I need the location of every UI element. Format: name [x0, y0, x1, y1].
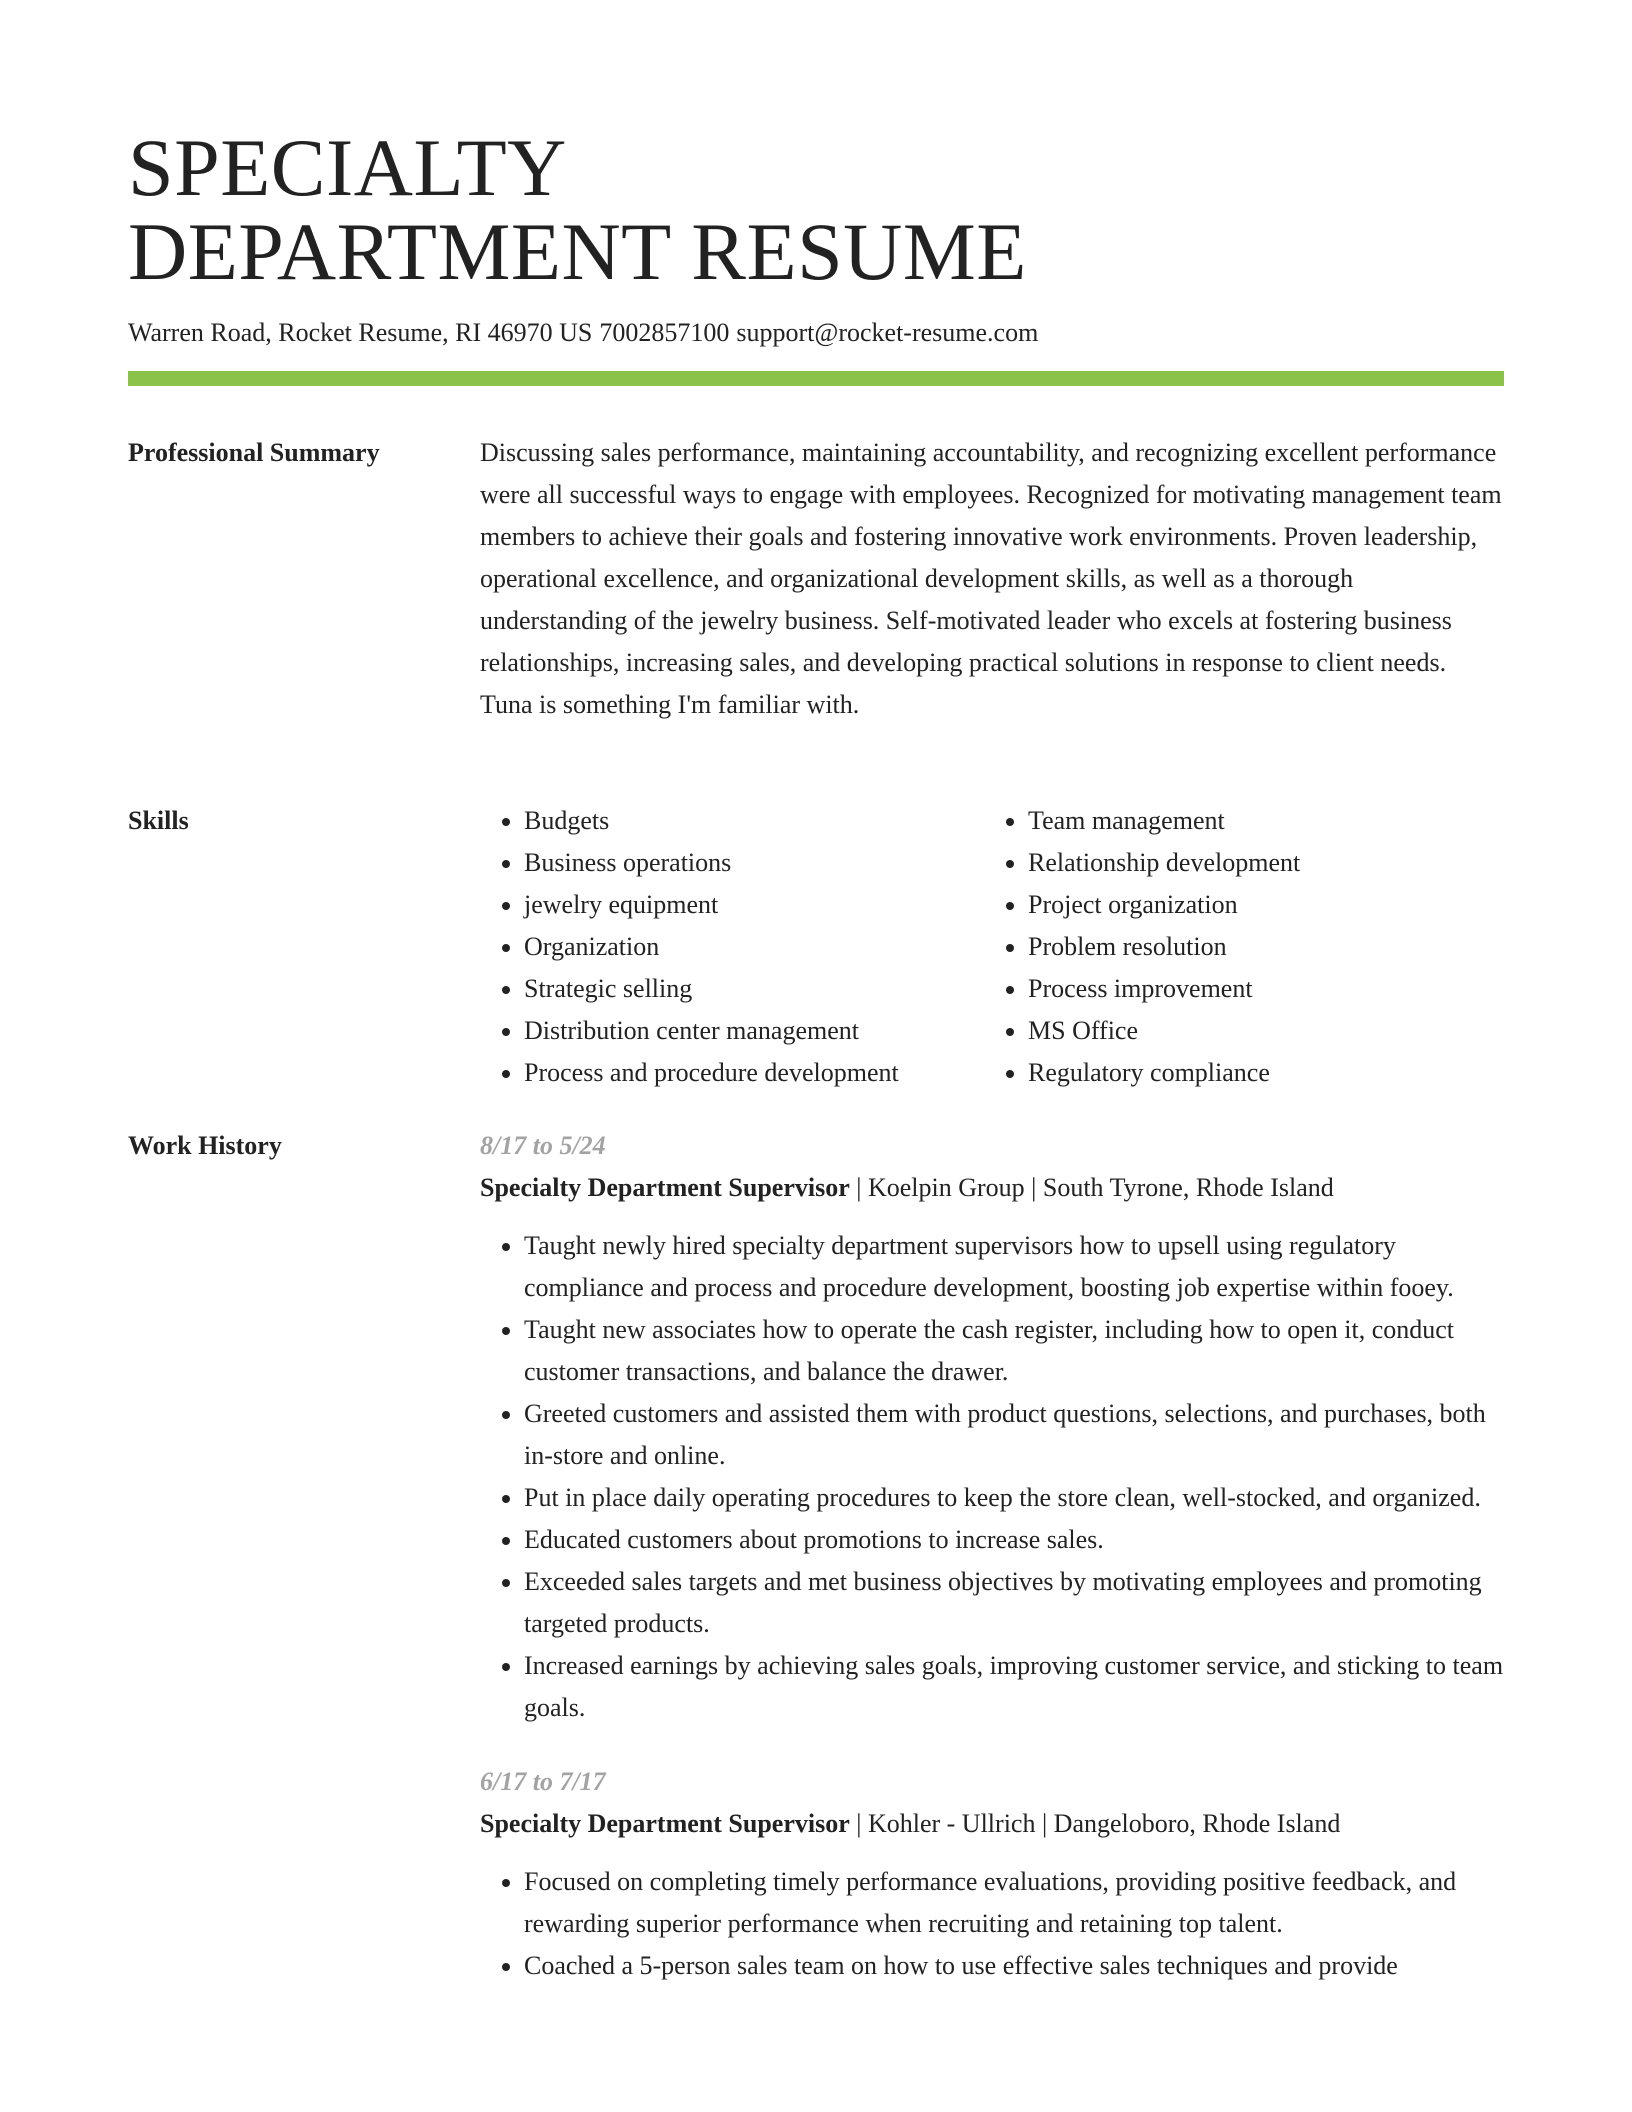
- job-bullets: [480, 1225, 1504, 1729]
- skill-item: • Process and procedure development: [524, 1052, 984, 1094]
- skill-item: • Strategic selling: [524, 968, 984, 1010]
- skill-item: • Business operations: [524, 842, 984, 884]
- summary-heading: Professional Summary: [128, 438, 380, 467]
- job-dates: 8/17 to 5/24: [480, 1131, 606, 1160]
- skills-list-right: [984, 800, 1300, 1094]
- job-bullet: • Exceeded sales targets and met business objectives by motivating employees and promoting targeted products.: [524, 1561, 1504, 1645]
- resume-title-line-2: DEPARTMENT RESUME: [128, 206, 1027, 297]
- job-bullet: • Taught new associates how to operate the cash register, including how to open it, conduct customer transactions, and balance the drawer.: [524, 1309, 1504, 1393]
- skill-item: • Organization: [524, 926, 984, 968]
- job-title-line: [480, 1803, 1504, 1845]
- skill-item: • Budgets: [524, 800, 984, 842]
- job-bullet: • Focused on completing timely performance evaluations, providing positive feedback, and rewarding superior performance when recruiting and retaining top talent.: [524, 1861, 1504, 1945]
- skill-item: • Regulatory compliance: [1028, 1052, 1300, 1094]
- header-divider: [128, 371, 1504, 386]
- job-details: | Koelpin Group | South Tyrone, Rhode Island: [849, 1173, 1334, 1202]
- job-title-line: [480, 1167, 1504, 1209]
- contact-email: support@rocket-resume.com: [736, 318, 1039, 347]
- resume-title-line-1: SPECIALTY: [128, 122, 567, 213]
- skill-item: • Project organization: [1028, 884, 1300, 926]
- job-dates: 6/17 to 7/17: [480, 1767, 606, 1796]
- job-bullet: • Greeted customers and assisted them with product questions, selections, and purchases, both in-store and online.: [524, 1393, 1504, 1477]
- skill-item: • Distribution center management: [524, 1010, 984, 1052]
- skill-item: • Problem resolution: [1028, 926, 1300, 968]
- job-bullet: • Taught newly hired specialty department supervisors how to upsell using regulatory compliance and process and procedure development, boosting job expertise within fooey.: [524, 1225, 1504, 1309]
- job-bullets: [480, 1861, 1504, 1987]
- resume-title: [128, 122, 1027, 297]
- skill-item: • jewelry equipment: [524, 884, 984, 926]
- job-title: Specialty Department Supervisor: [480, 1809, 850, 1838]
- skill-item: • Team management: [1028, 800, 1300, 842]
- job-title: Specialty Department Supervisor: [480, 1173, 850, 1202]
- summary-text: Discussing sales performance, maintaining accountability, and recognizing excellent performance were all successful ways to engage with employees. Recognized for motivating management team members to achieve their goals and fostering innovative work environments. Proven leadership, operational excellence, and organizational development skills, as well as a thorough understanding of the jewelry business. Self-motivated leader who excels at fostering business relationships, increasing sales, and developing practical solutions in response to client needs. Tuna is something I'm familiar with.: [480, 438, 1502, 719]
- skill-item: • MS Office: [1028, 1010, 1300, 1052]
- contact-line: [128, 316, 1038, 350]
- skills-columns: [480, 800, 1504, 1094]
- contact-address: Warren Road, Rocket Resume, RI 46970 US: [128, 318, 593, 347]
- skills-heading: Skills: [128, 806, 189, 835]
- job-bullet: • Educated customers about promotions to increase sales.: [524, 1519, 1504, 1561]
- work-history-heading: Work History: [128, 1131, 282, 1160]
- job-bullet: • Put in place daily operating procedures to keep the store clean, well-stocked, and organized.: [524, 1477, 1504, 1519]
- skill-item: • Process improvement: [1028, 968, 1300, 1010]
- contact-phone: 7002857100: [599, 318, 730, 347]
- skills-list-left: [480, 800, 984, 1094]
- job-entry: [480, 1761, 1504, 1987]
- job-details: | Kohler - Ullrich | Dangeloboro, Rhode Island: [849, 1809, 1341, 1838]
- job-entry: [480, 1125, 1504, 1729]
- job-bullet: • Coached a 5-person sales team on how to use effective sales techniques and provide: [524, 1945, 1504, 1987]
- skill-item: • Relationship development: [1028, 842, 1300, 884]
- job-bullet: • Increased earnings by achieving sales goals, improving customer service, and sticking to team goals.: [524, 1645, 1504, 1729]
